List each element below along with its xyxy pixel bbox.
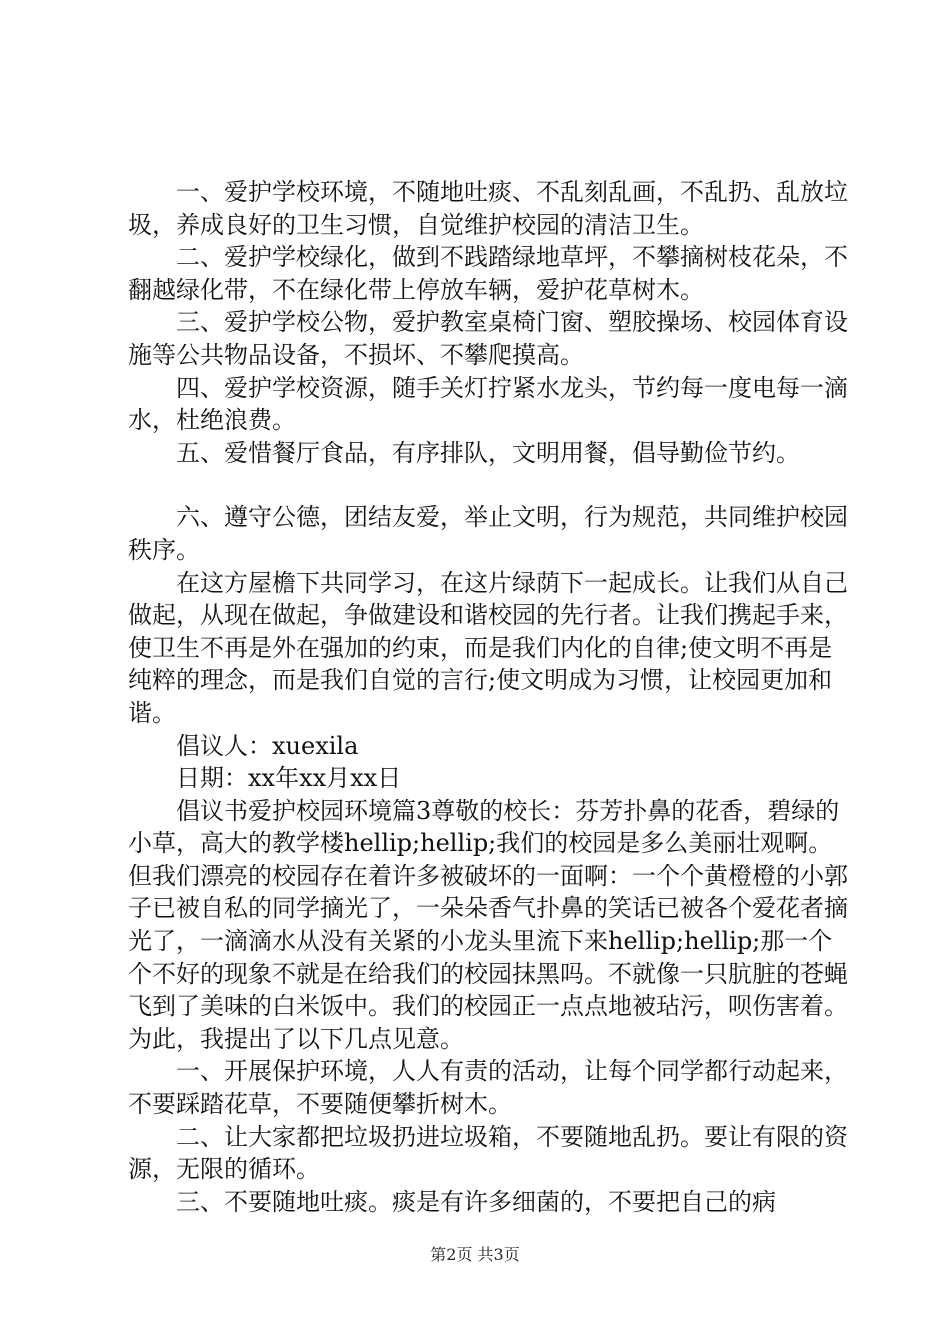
paragraph-10: 二、让大家都把垃圾扔进垃圾箱，不要随地乱扔。要让有限的资源，无限的循环。 <box>128 1122 848 1184</box>
paragraph-8: 倡议书爱护校园环境篇3尊敬的校长：芬芳扑鼻的花香，碧绿的小草，高大的教学楼hellip;hellip;我们的校园是多么美丽壮观啊。但我们漂亮的校园存在着许多被破坏的一面啊：一个个黄橙橙的小郭子已被自私的同学摘光了，一朵朵香气扑鼻的笑话已被各个爱花者摘光了，一滴滴水从没有关紧的小龙头里流下来hellip;hellip;那一个个不好的现象不就是在给我们的校园抹黑吗。不就像一只肮脏的苍蝇飞到了美味的白米饭中。我们的校园正一点点地被玷污，呗伤害着。为此，我提出了以下几点见意。 <box>128 796 848 1053</box>
paragraph-7: 在这方屋檐下共同学习，在这片绿荫下一起成长。让我们从自己做起，从现在做起，争做建设和谐校园的先行者。让我们携起手来，使卫生不再是外在强加的约束，而是我们内化的自律;使文明不再是纯粹的理念，而是我们自觉的言行;使文明成为习惯，让校园更加和谐。 <box>128 568 848 727</box>
paragraph-11: 三、不要随地吐痰。痰是有许多细菌的，不要把自己的病 <box>176 1187 776 1216</box>
paragraph-1: 一、爱护学校环境，不随地吐痰、不乱刻乱画，不乱扔、乱放垃圾，养成良好的卫生习惯，自觉维护校园的清洁卫生。 <box>128 178 848 239</box>
document-body <box>128 176 848 1218</box>
page-footer: 第2页 共3页 <box>430 1245 520 1264</box>
paragraph-9: 一、开展保护环境，人人有责的活动，让每个同学都行动起来，不要踩踏花草，不要随便攀折树木。 <box>128 1057 848 1119</box>
date-line: 日期：xx年xx月xx日 <box>176 764 402 793</box>
paragraph-5: 五、爱惜餐厅食品，有序排队，文明用餐，倡导勤俭节约。 <box>176 438 800 467</box>
paragraph-gap <box>128 469 848 501</box>
paragraph-4: 四、爱护学校资源，随手关灯拧紧水龙头，节约每一度电每一滴水，杜绝浪费。 <box>128 373 848 435</box>
paragraph-2: 二、爱护学校绿化，做到不践踏绿地草坪，不攀摘树枝花朵，不翻越绿化带，不在绿化带上停放车辆，爱护花草树木。 <box>128 243 848 304</box>
paragraph-3: 三、爱护学校公物，爱护教室桌椅门窗、塑胶操场、校园体育设施等公共物品设备，不损坏、不攀爬摸高。 <box>128 308 848 369</box>
initiator-line: 倡议人：xuexila <box>176 731 359 760</box>
paragraph-6: 六、遵守公德，团结友爱，举止文明，行为规范，共同维护校园秩序。 <box>128 503 848 564</box>
